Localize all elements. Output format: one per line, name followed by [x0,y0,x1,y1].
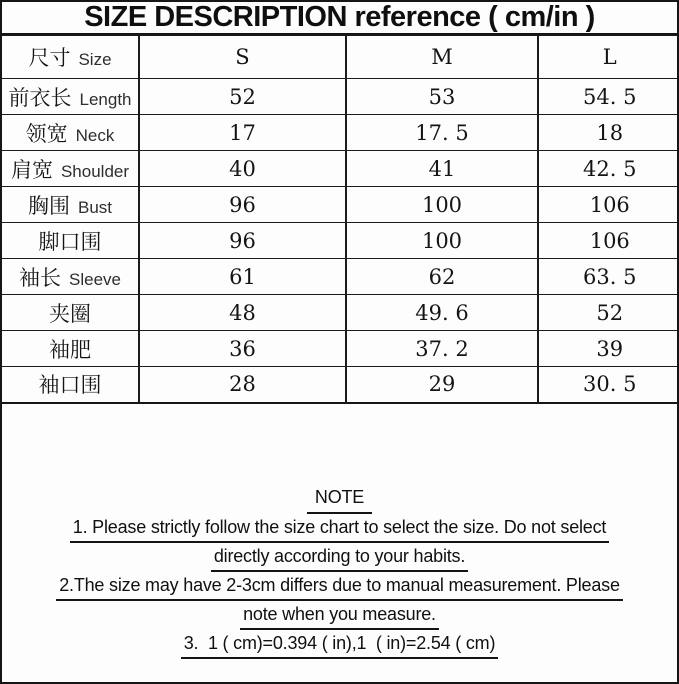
col-header-l: L [538,36,679,79]
table-row-cuff [2,367,679,403]
note-line-3: 2.The size may have 2-3cm differs due to manual measurement. Please [2,572,677,601]
note-line-2: directly according to your habits. [2,543,677,572]
row-label [2,187,139,223]
row-label [2,259,139,295]
row-label-zh: 尺寸 [28,46,71,70]
row-label-en: Sleeve [69,269,121,289]
row-label [2,151,139,187]
row-label [2,331,139,367]
cell-value: 17. 5 [346,115,538,151]
cell-value: 28 [139,367,346,403]
cell-value: 96 [139,223,346,259]
table-row-shoulder [2,151,679,187]
cell-value: 52 [139,79,346,115]
note-line-4: note when you measure. [2,601,677,630]
cell-value: 18 [538,115,679,151]
table-row-bust [2,187,679,223]
note-line-1: 1. Please strictly follow the size chart to select the size. Do not select [2,514,677,543]
row-label-zh: 袖肥 [49,337,91,362]
row-label [2,295,139,331]
row-label-zh: 领宽 [25,121,68,146]
row-label-zh: 前衣长 [8,85,72,110]
col-header-s: S [139,36,346,79]
row-label-zh: 胸围 [27,193,70,218]
row-label-zh: 夹圈 [49,301,91,326]
table-row-header [2,36,679,79]
cell-value: 106 [538,223,679,259]
row-label-zh: 肩宽 [10,157,53,182]
row-label-en: Size [78,50,112,69]
cell-value: 30. 5 [538,367,679,403]
cell-value: 39 [538,331,679,367]
table-row-sleeve-width [2,331,679,367]
row-label-en: Length [79,89,132,109]
cell-value: 17 [139,115,346,151]
note-heading: NOTE [2,484,677,514]
cell-value: 61 [139,259,346,295]
row-label [2,367,139,403]
cell-value: 29 [346,367,538,403]
page-title: SIZE DESCRIPTION reference ( cm/in ) [2,2,677,35]
cell-value: 49. 6 [346,295,538,331]
table-row-sleeve [2,259,679,295]
note-line-5: 3. 1 ( cm)=0.394 ( in),1 ( in)=2.54 ( cm) [2,630,677,659]
cell-value: 62 [346,259,538,295]
row-label [2,79,139,115]
row-label-zh: 袖长 [19,265,61,290]
row-label-en: Bust [77,197,113,217]
row-label-zh: 袖口围 [38,373,102,398]
cell-value: 54. 5 [538,79,679,115]
cell-value: 106 [538,187,679,223]
cell-value: 96 [139,187,346,223]
table-row-armhole [2,295,679,331]
cell-value: 53 [346,79,538,115]
cell-value: 100 [346,187,538,223]
row-label [2,223,139,259]
note-section [2,404,677,659]
cell-value: 37. 2 [346,331,538,367]
cell-value: 48 [139,295,346,331]
row-label-zh: 脚口围 [38,229,102,254]
cell-value: 42. 5 [538,151,679,187]
cell-value: 52 [538,295,679,331]
table-row-neck [2,115,679,151]
cell-value: 36 [139,331,346,367]
col-header-m: M [346,36,538,79]
cell-value: 41 [346,151,538,187]
table-row-hem-opening [2,223,679,259]
cell-value: 40 [139,151,346,187]
table-row-length [2,79,679,115]
row-label-en: Shoulder [60,161,130,181]
cell-value: 100 [346,223,538,259]
row-label-en: Neck [75,125,115,145]
row-label [2,115,139,151]
row-label [2,36,139,79]
cell-value: 63. 5 [538,259,679,295]
size-table [2,35,679,404]
